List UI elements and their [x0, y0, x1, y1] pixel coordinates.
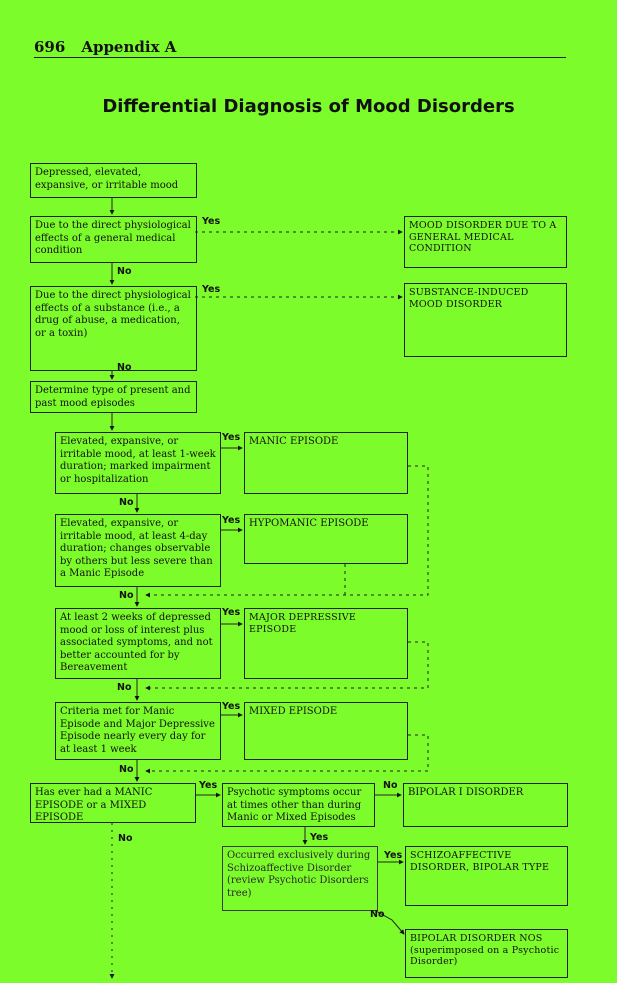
label-yes-manic: Yes: [222, 432, 241, 443]
label-yes-substance: Yes: [202, 284, 221, 295]
node-hypomanic-question: Elevated, expansive, or irritable mood, at least 4-day duration; changes observable by others but less severe than a Manic Episode: [55, 514, 221, 587]
outcome-mixed: MIXED EPISODE: [244, 702, 408, 760]
label-yes-has-manic: Yes: [199, 780, 218, 791]
label-no-hypomanic: No: [119, 590, 134, 601]
outcome-substance: SUBSTANCE-INDUCED MOOD DISORDER: [404, 283, 567, 357]
node-psychotic: Psychotic symptoms occur at times other than during Manic or Mixed Episodes: [222, 783, 375, 827]
label-no-manic: No: [119, 497, 134, 508]
label-no-has-manic: No: [118, 833, 133, 844]
outcome-medical: MOOD DISORDER DUE TO A GENERAL MEDICAL CONDITION: [404, 216, 567, 268]
outcome-bipolar-i: BIPOLAR I DISORDER: [403, 783, 568, 827]
label-no-schizo: No: [370, 909, 385, 920]
node-medical: Due to the direct physiological effects of a general medical condition: [30, 216, 197, 263]
label-no-substance: No: [117, 362, 132, 373]
node-determine: Determine type of present and past mood episodes: [30, 381, 197, 413]
section-title: Appendix A: [81, 38, 177, 56]
outcome-bipolar-nos: [405, 929, 568, 978]
label-no-medical: No: [117, 266, 132, 277]
diagram-title: Differential Diagnosis of Mood Disorders: [102, 96, 515, 117]
label-no-mde: No: [117, 682, 132, 693]
outcome-schizoaffective: SCHIZOAFFECTIVE DISORDER, BIPOLAR TYPE: [405, 846, 568, 906]
label-no-mixed: No: [119, 764, 134, 775]
label-no-psychotic: No: [383, 780, 398, 791]
node-has-manic: Has ever had a MANIC EPISODE or a MIXED EPISODE: [30, 783, 196, 823]
node-mixed-question: Criteria met for Manic Episode and Major Depressive Episode nearly every day for at least 1 week: [55, 702, 221, 760]
page-number: 696: [34, 38, 66, 56]
label-yes-mde: Yes: [222, 607, 241, 618]
bipolar-nos-label: BIPOLAR DISORDER NOS: [410, 933, 543, 944]
label-yes-medical: Yes: [202, 216, 221, 227]
node-substance: Due to the direct physiological effects of a substance (i.e., a drug of abuse, a medication, or a toxin): [30, 286, 197, 371]
node-manic-question: Elevated, expansive, or irritable mood, at least 1-week duration; marked impairment or hospitalization: [55, 432, 221, 494]
label-yes-mixed: Yes: [222, 701, 241, 712]
outcome-mde: MAJOR DEPRESSIVE EPISODE: [244, 608, 408, 679]
label-yes-psychotic: Yes: [310, 832, 329, 843]
label-yes-hypomanic: Yes: [222, 515, 241, 526]
node-mde-question: At least 2 weeks of depressed mood or loss of interest plus associated symptoms, and not better accounted for by Bereavement: [55, 608, 221, 679]
outcome-hypomanic: HYPOMANIC EPISODE: [244, 514, 408, 564]
label-yes-schizo: Yes: [384, 850, 403, 861]
node-start: Depressed, elevated, expansive, or irritable mood: [30, 163, 197, 198]
node-schizo-question: Occurred exclusively during Schizoaffective Disorder (review Psychotic Disorders tree): [222, 846, 378, 911]
outcome-manic: MANIC EPISODE: [244, 432, 408, 494]
bipolar-nos-note: (superimposed on a Psychotic Disorder): [410, 944, 560, 967]
